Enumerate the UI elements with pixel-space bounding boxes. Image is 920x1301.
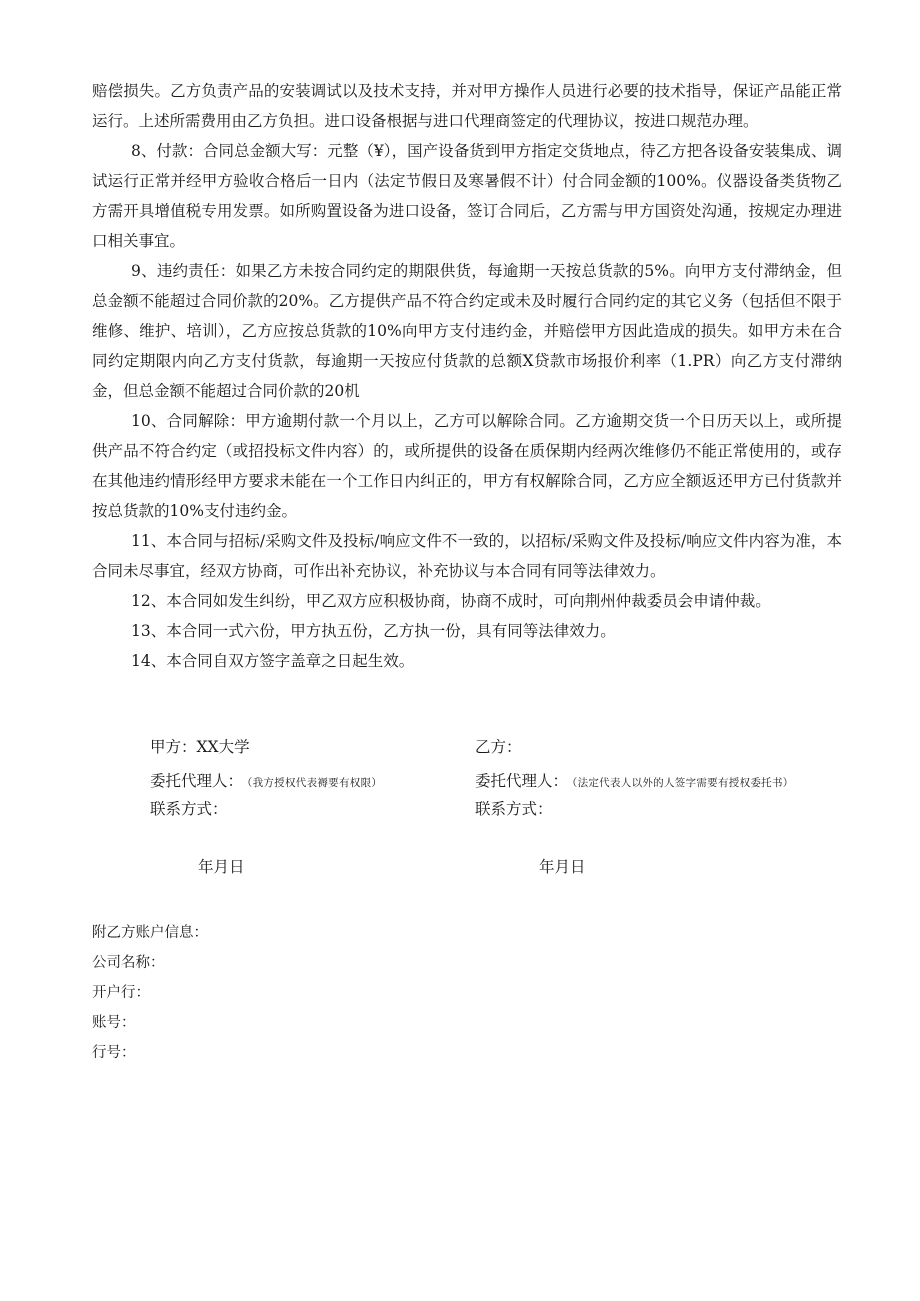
party-a-agent [150, 770, 382, 794]
clause-liability: 9、违约责任：如果乙方未按合同约定的期限供货，每逾期一天按总货款的5%。向甲方支付滞纳金，但总金额不能超过合同价款的20%。乙方提供产品不符合约定或未及时履行合同约定的其它义务（包括但不限于维修、维护、培训），乙方应按总货款的10%向甲方支付违约金，并赔偿甲方因此造成的损失。如甲方未在合同约定期限内向乙方支付货款，每逾期一天按应付货款的总额X贷款市场报价利率（1.PR）向乙方支付滞纳金，但总金额不能超过合同价款的20机 [92, 262, 842, 400]
party-a-date: 年月日 [198, 858, 245, 876]
clause-dispute: 12、本合同如发生纠纷，甲乙双方应积极协商，协商不成时，可向荆州仲裁委员会申请仲裁。 [131, 592, 771, 610]
account-company: 公司名称： [92, 955, 165, 971]
account-number: 账号： [92, 1015, 136, 1031]
party-b-agent [475, 770, 794, 794]
signature-block [92, 730, 842, 880]
account-info [92, 918, 208, 1068]
party-b-agent-label: 委托代理人： [475, 772, 569, 790]
account-bank: 开户行： [92, 985, 150, 1001]
party-b-agent-note: （法定代表人以外的人签字需要有授权委托书） [572, 777, 794, 789]
clause-precedence: 11、本合同与招标/采购文件及投标/响应文件不一致的，以招标/采购文件及投标/响应文件内容为准，本合同未尽事宜，经双方协商，可作出补充协议，补充协议与本合同有同等法律效力。 [92, 532, 842, 580]
clause-payment: 8、付款：合同总金额大写：元整（¥），国产设备货到甲方指定交货地点，待乙方把各设备安装集成、调试运行正常并经甲方验收合格后一日内（法定节假日及寒暑假不计）付合同金额的100%。仪器设备类货物乙方需开具增值税专用发票。如所购置设备为进口设备，签订合同后，乙方需与甲方国资处沟通，按规定办理进口相关事宜。 [92, 142, 842, 250]
party-b-contact: 联系方式： [475, 800, 553, 818]
account-title: 附乙方账户信息： [92, 925, 208, 941]
party-b-label: 乙方： [475, 738, 522, 756]
party-a-agent-note: （我方授权代表褥要有权限） [247, 777, 383, 789]
party-a-agent-label: 委托代理人： [150, 772, 244, 790]
clause-effective: 14、本合同自双方签字盖章之日起生效。 [131, 652, 415, 670]
clause-copies: 13、本合同一式六份，甲方执五份，乙方执一份，具有同等法律效力。 [131, 622, 616, 640]
party-a-label: 甲方：XX大学 [150, 738, 250, 756]
contract-body [92, 76, 842, 676]
account-bank-code: 行号： [92, 1045, 136, 1061]
clause-paragraph: 赔偿损失。乙方负责产品的安装调试以及技术支持，并对甲方操作人员进行必要的技术指导，保证产品能正常运行。上述所需费用由乙方负担。进口设备根据与进口代理商签定的代理协议，按进口规范办理。 [92, 82, 842, 130]
party-b-date: 年月日 [539, 858, 586, 876]
party-a-contact: 联系方式： [150, 800, 228, 818]
clause-termination: 10、合同解除：甲方逾期付款一个月以上，乙方可以解除合同。乙方逾期交货一个日历天以上，或所提供产品不符合约定（或招投标文件内容）的，或所提供的设备在质保期内经两次维修仍不能正常使用的，或存在其他违约情形经甲方要求未能在一个工作日内纠正的，甲方有权解除合同，乙方应全额返还甲方已付货款并按总货款的10%支付违约金。 [92, 412, 842, 520]
